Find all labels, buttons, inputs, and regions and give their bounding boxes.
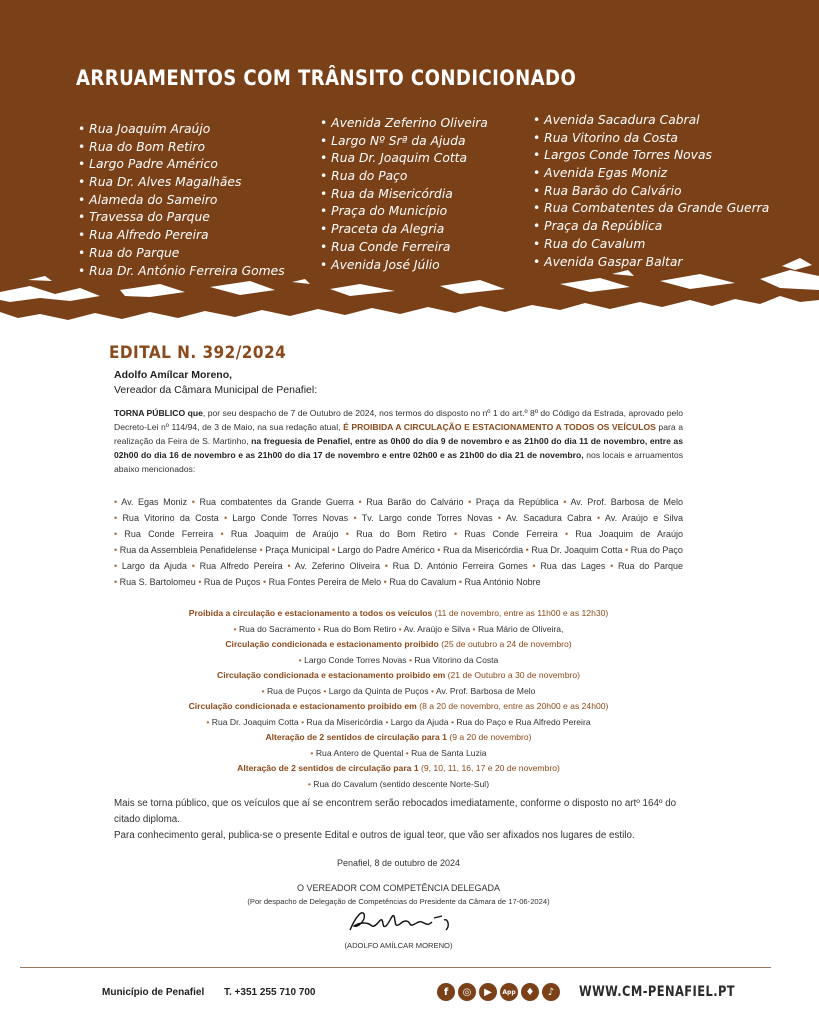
closing-line-1: Mais se torna público, que os veículos que aí se encontrem serão rebocados imediatamente, conforme o disposto no artº 164º do citado diploma.	[114, 798, 677, 825]
restriction-title: Circulação condicionada e estacionamento proibido em	[217, 670, 446, 680]
street-item: • Av. Sacadura Cabra	[498, 513, 592, 523]
banner-street-item: • Rua Dr. António Ferreira Gomes	[78, 263, 285, 281]
website-link[interactable]: WWW.CM-PENAFIEL.PT	[579, 984, 736, 1000]
restriction-period: (25 de outubro a 24 de novembro)	[438, 639, 572, 649]
restriction-street-item: • Rua Mário de Oliveira,	[473, 624, 564, 634]
facebook-icon[interactable]: f	[437, 983, 455, 1001]
restriction-period: (21 de Outubro a 30 de novembro)	[445, 670, 580, 680]
restriction-streets	[114, 684, 683, 700]
street-item: • Av. Araújo e Silva	[597, 513, 683, 523]
street-item: • Largo do Padre Américo	[332, 545, 435, 555]
restriction-period: (9, 10, 11, 16, 17 e 20 de novembro)	[418, 763, 560, 773]
instagram-icon[interactable]: ◎	[458, 983, 476, 1001]
street-item: • Rua do Bom Retiro	[346, 529, 447, 539]
banner-street-item: • Avenida Sacadura Cabral	[533, 112, 769, 130]
banner-street-item: • Rua Alfredo Pereira	[78, 227, 285, 245]
street-list	[114, 495, 683, 590]
tiktok-icon[interactable]: ♪	[542, 983, 560, 1001]
street-item: • Rua das Lages	[532, 561, 605, 571]
banner-street-item: • Praça do Município	[320, 203, 488, 221]
paragraph-text-1: , por seu despacho de 7 de Outubro de 2024, nos termos do disposto no nº 1 do art.º 8º do Código da Estrada, aprovado pelo Decreto-Lei nº 114/94, de 3 de Maio, na sua redação atual,	[114, 408, 683, 432]
edital-title: EDITAL N. 392/2024	[109, 343, 287, 363]
street-item: • Rua Conde Ferreira	[114, 529, 213, 539]
banner-street-item: • Praceta da Alegria	[320, 221, 488, 239]
banner-title: ARRUAMENTOS COM TRÂNSITO CONDICIONADO	[76, 66, 577, 90]
street-item: • Rua Vitorino da Costa	[114, 513, 219, 523]
street-item: • Rua D. António Ferreira Gomes	[385, 561, 528, 571]
restriction-streets	[114, 622, 683, 638]
restriction-street-item: • Rua do Paço e Rua Alfredo Pereira	[451, 717, 591, 727]
restriction-heading	[114, 699, 683, 715]
street-item: • Rua combatentes da Grande Guerra	[192, 497, 354, 507]
banner-street-item: • Largo Padre Américo	[78, 156, 285, 174]
street-item: • Rua de Puços	[198, 577, 260, 587]
restriction-street-item: • Rua de Santa Luzia	[406, 748, 487, 758]
signer-role: Vereador da Câmara Municipal de Penafiel:	[114, 384, 318, 396]
street-item: • Largo Conde Torres Novas	[224, 513, 348, 523]
restriction-street-item: • Av. Araújo e Silva	[399, 624, 470, 634]
banner-street-item: • Largos Conde Torres Novas	[533, 147, 769, 165]
street-item: • Rua Joaquim de Araújo	[565, 529, 683, 539]
restriction-street-item: • Largo da Quinta de Puços	[323, 686, 428, 696]
street-item: • Av. Egas Moniz	[114, 497, 187, 507]
street-item: • Ruas Conde Ferreira	[454, 529, 558, 539]
banner-street-item: • Travessa do Parque	[78, 209, 285, 227]
street-item: • Rua do Cavalum	[384, 577, 457, 587]
restriction-period: (11 de novembro, entre as 11h00 e as 12h30)	[432, 608, 609, 618]
street-item: • Praça Municipal	[259, 545, 329, 555]
restriction-heading	[114, 606, 683, 622]
restriction-period: (9 a 20 de novembro)	[446, 732, 532, 742]
proibida-highlight: É PROIBIDA A CIRCULAÇÃO E ESTACIONAMENTO A TODOS OS VEÍCULOS	[343, 422, 656, 432]
footer-divider	[20, 967, 771, 968]
app-icon[interactable]: App	[500, 983, 518, 1001]
footer-phone: T. +351 255 710 700	[224, 987, 316, 998]
banner-street-item: • Avenida Egas Moniz	[533, 165, 769, 183]
street-item: • Rua Fontes Pereira de Melo	[263, 577, 381, 587]
edital-date: Penafiel, 8 de outubro de 2024	[336, 858, 461, 868]
restriction-street-item: • Av. Prof. Barbosa de Melo	[431, 686, 535, 696]
banner-street-item: • Rua do Parque	[78, 245, 285, 263]
restriction-heading	[114, 637, 683, 653]
restriction-title: Circulação condicionada e estacionamento proibido	[225, 639, 439, 649]
despacho-note: (Por despacho de Delegação de Competências do Presidente da Câmara de 17-06-2024)	[247, 897, 550, 906]
banner-street-item: • Alameda do Sameiro	[78, 192, 285, 210]
restriction-street-item: • Rua do Cavalum (sentido descente Norte-Sul)	[308, 779, 489, 789]
banner-street-item: • Rua do Paço	[320, 168, 488, 186]
closing-text	[114, 796, 683, 844]
street-item: • Rua do Paço	[625, 545, 683, 555]
youtube-icon[interactable]: ▶	[479, 983, 497, 1001]
restriction-title: Alteração de 2 sentidos de circulação para 1	[237, 763, 419, 773]
banner-street-item: • Praça da República	[533, 218, 769, 236]
restriction-streets	[114, 653, 683, 669]
banner-street-item: • Avenida José Júlio	[320, 257, 488, 275]
restriction-street-item: • Rua do Bom Retiro	[318, 624, 397, 634]
street-item: • Av. Zeferino Oliveira	[287, 561, 380, 571]
signer-name: Adolfo Amílcar Moreno,	[114, 369, 233, 381]
twitter-icon[interactable]: ♦	[521, 983, 539, 1001]
restriction-street-item: • Rua da Misericórdia	[301, 717, 383, 727]
restriction-streets	[114, 715, 683, 731]
restrictions-list	[114, 606, 683, 792]
restriction-heading	[114, 730, 683, 746]
vereador-title: O VEREADOR COM COMPETÊNCIA DELEGADA	[296, 883, 501, 893]
header-banner	[0, 0, 819, 330]
street-column-1	[78, 121, 285, 280]
street-item: • Tv. Largo conde Torres Novas	[353, 513, 492, 523]
closing-line-2: Para conhecimento geral, publica-se o presente Edital e outros de igual teor, que vão ser afixados nos lugares de estilo.	[114, 830, 635, 841]
restriction-heading	[114, 668, 683, 684]
restriction-street-item: • Largo Conde Torres Novas	[299, 655, 407, 665]
street-column-2	[320, 115, 488, 274]
street-column-3	[533, 112, 769, 271]
street-item: • Rua da Misericórdia	[437, 545, 523, 555]
social-icons	[437, 983, 560, 1001]
street-item: • Rua da Assembleia Penafidelense	[114, 545, 257, 555]
footer-municipio: Município de Penafiel	[102, 987, 205, 998]
banner-street-item: • Largo Nº Srª da Ajuda	[320, 133, 488, 151]
banner-street-item: • Rua Dr. Alves Magalhães	[78, 174, 285, 192]
street-item: • Rua do Parque	[610, 561, 683, 571]
restriction-street-item: • Rua do Sacramento	[234, 624, 316, 634]
restriction-title: Proibida a circulação e estacionamento a todos os veículos	[188, 608, 433, 618]
restriction-streets	[114, 746, 683, 762]
banner-street-item: • Rua Barão do Calvário	[533, 183, 769, 201]
street-item: • Av. Prof. Barbosa de Melo	[563, 497, 683, 507]
restriction-title: Circulação condicionada e estacionamento proibido em	[188, 701, 417, 711]
edital-paragraph	[114, 406, 683, 476]
banner-street-item: • Avenida Zeferino Oliveira	[320, 115, 488, 133]
banner-street-item: • Rua Combatentes da Grande Guerra	[533, 200, 769, 218]
restriction-street-item: • Largo da Ajuda	[385, 717, 448, 727]
restriction-street-item: • Rua Dr. Joaquim Cotta	[206, 717, 298, 727]
paragraph-dates: na freguesia de Penafiel, entre as 0h00 do dia 9 de novembro e as 21h00 do dia 11 de novembro, entre as 02h00 do dia 16 de novembro e as 21h00 do dia 17 de novembro e entre 02h00 e as 21h00 do dia 21 de novembro,	[114, 436, 683, 460]
street-item: • Rua S. Bartolomeu	[114, 577, 196, 587]
signature-image	[346, 906, 456, 936]
street-item: • Rua António Nobre	[459, 577, 541, 587]
paragraph-text-3: nos locais e arruamentos abaixo mencionados:	[114, 450, 684, 474]
street-item: • Praça da República	[468, 497, 558, 507]
signature-name: (ADOLFO AMÍLCAR MORENO)	[344, 941, 453, 950]
torna-publico: TORNA PÚBLICO que	[114, 408, 203, 418]
restriction-heading	[114, 761, 683, 777]
banner-street-item: • Avenida Gaspar Baltar	[533, 254, 769, 272]
restriction-street-item: • Rua de Puços	[262, 686, 321, 696]
street-item: • Rua Alfredo Pereira	[192, 561, 283, 571]
street-item: • Rua Barão do Calvário	[358, 497, 463, 507]
restriction-title: Alteração de 2 sentidos de circulação para 1	[265, 732, 447, 742]
banner-street-item: • Rua do Cavalum	[533, 236, 769, 254]
banner-street-item: • Rua do Bom Retiro	[78, 139, 285, 157]
banner-street-item: • Rua Dr. Joaquim Cotta	[320, 150, 488, 168]
paragraph-text-2: para a realização da Feira de S. Martinho,	[114, 422, 683, 446]
street-item: • Rua Dr. Joaquim Cotta	[526, 545, 623, 555]
restriction-street-item: • Rua Antero de Quental	[310, 748, 403, 758]
restriction-period: (8 a 20 de novembro, entre as 20h00 e as 24h00)	[416, 701, 609, 711]
street-item: • Rua Joaquim de Araújo	[221, 529, 339, 539]
street-item: • Largo da Ajuda	[114, 561, 187, 571]
banner-street-item: • Rua Vitorino da Costa	[533, 130, 769, 148]
restriction-streets	[114, 777, 683, 793]
banner-street-item: • Rua Conde Ferreira	[320, 239, 488, 257]
restriction-street-item: • Rua Vitorino da Costa	[409, 655, 498, 665]
banner-street-item: • Rua Joaquim Araújo	[78, 121, 285, 139]
banner-street-item: • Rua da Misericórdia	[320, 186, 488, 204]
